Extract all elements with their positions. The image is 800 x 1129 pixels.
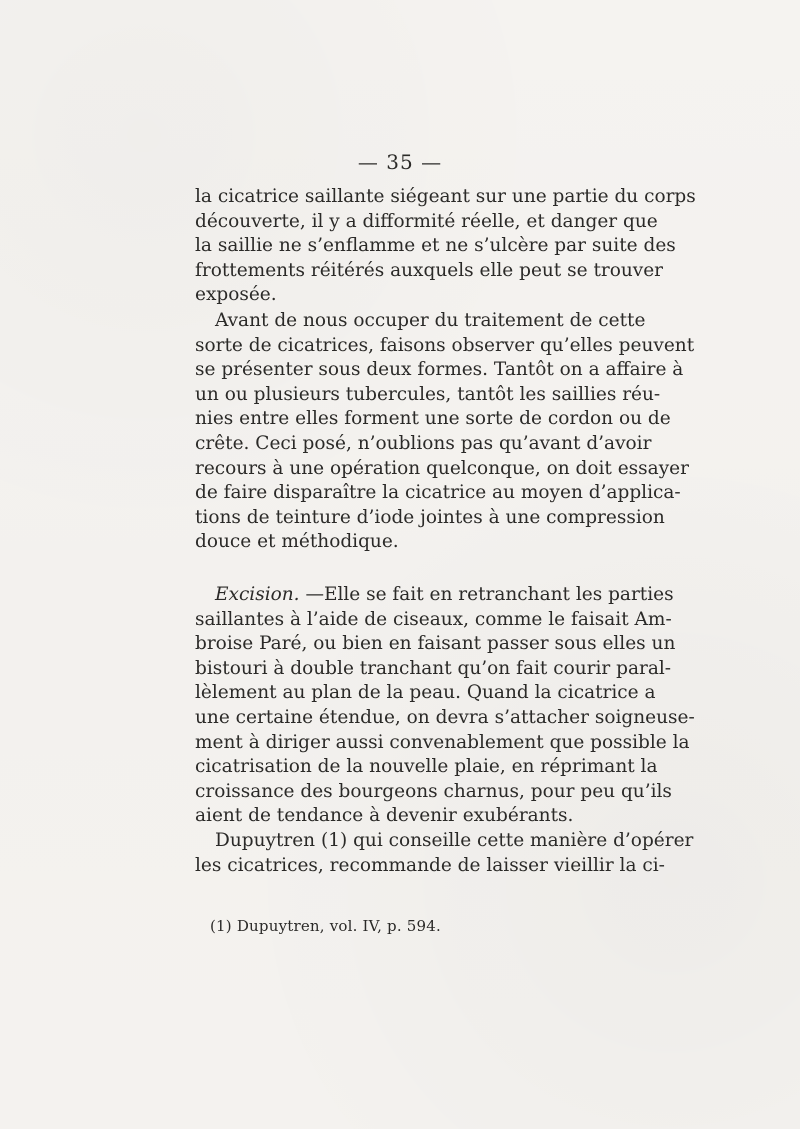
text-line: recours à une opération quelconque, on doit essayer <box>195 457 689 479</box>
text-line: une certaine étendue, on devra s’attacher soigneuse- <box>195 706 695 728</box>
text-line: la cicatrice saillante siégeant sur une partie du corps <box>195 186 696 207</box>
text-line: saillantes à l’aide de ciseaux, comme le faisait Am- <box>195 608 672 630</box>
text-line: Dupuytren (1) qui conseille cette manière d’opérer <box>215 829 694 851</box>
text-line: croissance des bourgeons charnus, pour peu qu’ils <box>195 780 672 802</box>
text-line: douce et méthodique. <box>195 531 399 553</box>
text-line: broise Paré, ou bien en faisant passer sous elles un <box>195 633 676 655</box>
text-line: aient de tendance à devenir exubérants. <box>195 805 574 827</box>
text-line <box>195 583 674 608</box>
text-line: crête. Ceci posé, n’oublions pas qu’avant d’avoir <box>195 432 652 454</box>
text-line: tions de teinture d’iode jointes à une compression <box>195 506 665 528</box>
text-line: un ou plusieurs tubercules, tantôt les saillies réu- <box>195 383 661 405</box>
text-line: exposée. <box>195 284 277 306</box>
text-line: ment à diriger aussi convenablement que possible la <box>195 731 690 753</box>
text-line: se présenter sous deux formes. Tantôt on a affaire à <box>195 359 684 381</box>
footnote: (1) Dupuytren, vol. IV, p. 594. <box>210 917 441 935</box>
text-line: de faire disparaître la cicatrice au moyen d’applica- <box>195 482 681 504</box>
text-line: sorte de cicatrices, faisons observer qu’elles peuvent <box>195 334 695 356</box>
text-line: lèlement au plan de la peau. Quand la cicatrice a <box>195 682 656 704</box>
text-line: la saillie ne s’enflamme et ne s’ulcère par suite des <box>195 235 676 257</box>
paragraph-3 <box>195 583 695 878</box>
page-number-header: — 35 — <box>357 150 443 174</box>
text-line: les cicatrices, recommande de laisser vieillir la ci- <box>195 854 665 876</box>
text-line: cicatrisation de la nouvelle plaie, en réprimant la <box>195 756 658 778</box>
text-line: nies entre elles forment une sorte de cordon ou de <box>195 408 671 430</box>
section-heading: Excision. <box>215 584 300 605</box>
text-line: bistouri à double tranchant qu’on fait courir paral- <box>195 657 672 679</box>
section-heading-text: —Elle se fait en retranchant les parties <box>299 584 674 605</box>
text-line: Avant de nous occuper du traitement de cette <box>215 310 646 331</box>
text-line: frottements réitérés auxquels elle peut se trouver <box>195 259 664 281</box>
text-line: découverte, il y a difformité réelle, et danger que <box>195 210 658 232</box>
paragraph-1 <box>195 185 696 308</box>
paragraph-2 <box>195 309 695 555</box>
